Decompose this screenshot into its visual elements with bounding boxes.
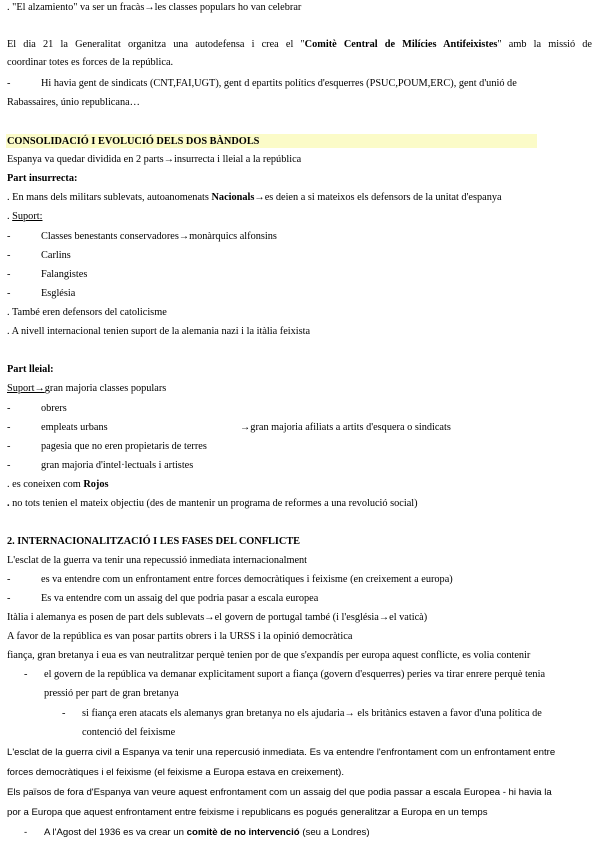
lleial-item-text: obrers — [41, 403, 67, 414]
insurrecta-post: →es deien a si mateixos els defensors de la unitat d'espanya — [254, 192, 502, 203]
lleial-suport-label: Suport→ — [7, 383, 45, 394]
lleial-suport-line — [7, 382, 592, 395]
comite-no-intervencio: comitè de no intervenció — [186, 827, 300, 838]
catolicisme-line: . També eren defensors del catolicisme — [7, 307, 167, 318]
paragraph-esclat-line1: L'esclat de la guerra civil a Espanya va tenir una repercusió inmediata. Es va entendre l'enfrontament com un enfrontament entre — [7, 747, 556, 758]
paragraph-generalitat — [7, 38, 592, 51]
dash-marker: - — [24, 669, 28, 680]
sub-sub-bullet-text: si fiança eren atacats els alemanys gran bretanya no els ajudaria→ els britànics estaven a favor d'una política de — [82, 708, 542, 719]
paragraph-sindicats-line1: Hi havia gent de sindicats (CNT,FAI,UGT), gent d epartits polítics d'esquerres (PSUC,POUM,ERC), gent d'unió de — [41, 78, 517, 89]
list-item — [7, 459, 592, 472]
section-heading-internacionalitzacio: 2. INTERNACIONALITZACIÓ I LES FASES DEL CONFLICTE — [7, 536, 301, 547]
suport-prefix: . — [7, 211, 13, 222]
suport-item-text: Església — [41, 288, 76, 299]
list-item — [7, 230, 592, 243]
dash-item-text: Es va entendre com un assaig del que podria pasar a escala europea — [41, 593, 319, 604]
dash-marker: - — [7, 441, 11, 452]
list-item — [7, 268, 592, 281]
rojos-line — [7, 478, 592, 491]
insurrecta-nacionals-line — [7, 191, 592, 204]
suport-label-line — [7, 210, 592, 223]
suport-item-text: Carlins — [41, 250, 71, 261]
paragraph-paisos-line1: Els països de fora d'Espanya van veure aquest enfrontament com un assaig del que podia passar a escala Europea - hi havia la — [7, 787, 552, 798]
lleial-item-text: empleats urbans — [41, 422, 108, 433]
repercussio-line: L'esclat de la guerra va tenir una repecussió inmediata internacionalment — [7, 555, 308, 566]
dash-marker: - — [7, 574, 11, 585]
intro-line-alzamiento: . "El alzamiento" va ser un fracàs→les classes populars ho van celebrar — [7, 2, 302, 13]
part-insurrecta-title: Part insurrecta: — [7, 173, 78, 184]
section-heading-text: CONSOLIDACIÓ I EVOLUCIÓ DELS DOS BÀNDOLS — [6, 134, 537, 148]
suport-label: Suport: — [12, 211, 43, 222]
list-item — [7, 249, 592, 262]
afiliats-note: →gran majoria afiliats a artits d'esquera o sindicats — [240, 422, 451, 433]
list-item — [7, 402, 592, 415]
dash-marker: - — [7, 288, 11, 299]
nacionals-term: Nacionals — [211, 192, 255, 203]
no-intervencio-pre: A l'Agost del 1936 es va crear un — [44, 827, 187, 838]
paragraph-generalitat-pre: El dia 21 la Generalitat organitza una autodefensa i crea el " — [7, 39, 305, 50]
suport-item-text: Falangistes — [41, 269, 88, 280]
sub-bullet-govern-line2: pressió per part de gran bretanya — [44, 688, 179, 699]
lleial-suport-rest: gran majoria classes populars — [44, 383, 167, 394]
paragraph-generalitat-line2: coordinar totes es forces de la república. — [7, 57, 174, 68]
italia-alemanya-line: Itàlia i alemanya es posen de part dels sublevats→el govern de portugal també (i l'església→el vaticà) — [7, 612, 428, 623]
list-item — [7, 440, 592, 453]
dash-marker: - — [24, 827, 28, 838]
objectiu-line — [7, 497, 592, 510]
sub-bullet-text: el govern de la república va demanar explicitament suport a fiança (govern d'esquerres) peries va tirar enrere perquè tenia — [44, 669, 546, 680]
dash-marker: - — [7, 231, 11, 242]
favor-republica-line: A favor de la república es van posar partits obrers i la URSS i la opinió democràtica — [7, 631, 353, 642]
dash-item-text: es va entendre com un enfrontament entre forces democràtiques i feixisme (en creixement a europa) — [41, 574, 453, 585]
dash-marker: - — [7, 78, 11, 89]
sub-sub-bullet-fianca — [62, 707, 592, 720]
divided-spain-line: Espanya va quedar dividida en 2 parts→insurrecta i lleial a la república — [7, 154, 302, 165]
paragraph-generalitat-post: " amb la missió de — [497, 39, 593, 50]
comite-milicies-name: Comitè Central de Milícies Antifeixistes — [304, 39, 498, 50]
lleial-item-text: gran majoria d'intel·lectuals i artistes — [41, 460, 194, 471]
list-item — [7, 573, 592, 586]
rojos-term: Rojos — [83, 479, 109, 490]
objectiu-text: no tots tenien el mateix objectiu (des de mantenir un programa de reformes a una revolució social) — [9, 498, 418, 509]
internacional-support-line: . A nivell internacional tenien suport de la alemania nazi i la itàlia feixista — [7, 326, 311, 337]
dash-marker: - — [7, 250, 11, 261]
rojos-pre: . es coneixen com — [7, 479, 84, 490]
paragraph-sindicats — [7, 77, 592, 90]
suport-item-text: Classes benestants conservadores→monàrquics alfonsins — [41, 231, 277, 242]
dash-marker: - — [62, 708, 66, 719]
dash-marker: - — [7, 422, 11, 433]
objectiu-dot: . — [7, 498, 10, 509]
list-item — [7, 287, 592, 300]
list-item — [7, 592, 592, 605]
dash-marker: - — [7, 593, 11, 604]
neutralitzar-line: fiança, gran bretanya i eua es van neutralitzar perquè tenien por de que s'expandís per europa aquest conflicte, es volia contenir — [7, 650, 531, 661]
insurrecta-pre: . En mans dels militars sublevats, autoanomenats — [7, 192, 212, 203]
dash-marker: - — [7, 269, 11, 280]
dash-marker: - — [7, 460, 11, 471]
list-item — [24, 826, 592, 839]
paragraph-sindicats-line2: Rabassaires, únio republicana… — [7, 97, 140, 108]
dash-marker: - — [7, 403, 11, 414]
sub-sub-bullet-fianca-line2: contenció del feixisme — [82, 727, 176, 738]
section-heading-consolidacio — [7, 134, 537, 148]
paragraph-paisos-line2: por a Europa que aquest enfrontament entre feixisme i republicans es pogués generalitzar a Europa en un temps — [7, 807, 488, 818]
no-intervencio-post: (seu a Londres) — [299, 827, 370, 838]
part-lleial-title: Part lleial: — [7, 364, 54, 375]
sub-bullet-govern — [24, 668, 592, 681]
paragraph-esclat-line2: forces democràtiques i el feixisme (el feixisme a Europa estava en creixement). — [7, 767, 344, 778]
lleial-item-text: pagesia que no eren propietaris de terres — [41, 441, 207, 452]
